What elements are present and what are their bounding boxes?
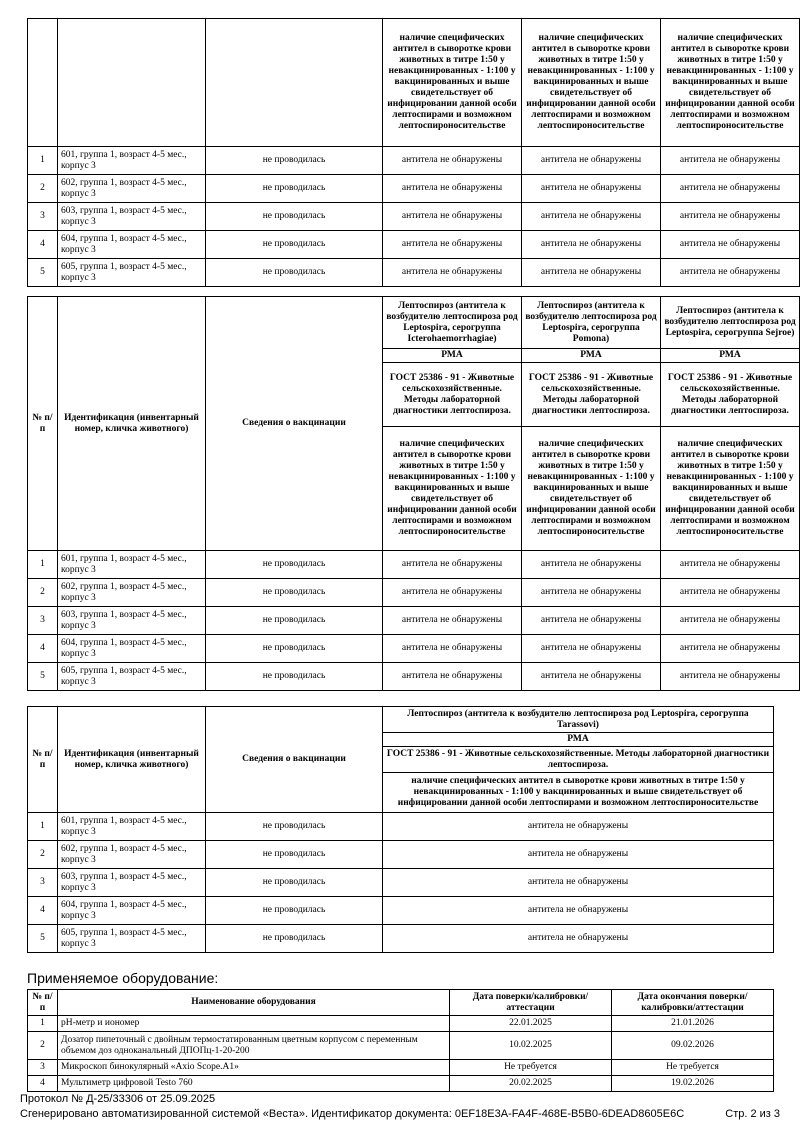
equipment-date: Не требуется <box>450 1060 612 1076</box>
row-number: 5 <box>28 259 58 287</box>
vaccination: не проводилась <box>206 607 383 635</box>
result: антитела не обнаружены <box>522 231 661 259</box>
result: антитела не обнаружены <box>661 579 800 607</box>
table-row <box>28 635 800 663</box>
result: антитела не обнаружены <box>383 635 522 663</box>
row-number: 4 <box>28 897 58 925</box>
result: антитела не обнаружены <box>383 841 774 869</box>
blank-cell <box>206 19 383 147</box>
table-row <box>28 663 800 691</box>
results-table-1 <box>27 18 800 287</box>
vaccination: не проводилась <box>206 841 383 869</box>
norm-cell: наличие специфических антител в сыворотке крови животных в титре 1:50 у невакцинированных - 1:100 у вакцинированных и выше свидетельствует об инфицировании данной особи лептоспирами и возможном лептоспироносительстве <box>522 427 661 551</box>
result: антитела не обнаружены <box>661 147 800 175</box>
row-number: 1 <box>28 147 58 175</box>
disease-header: Лептоспироз (антитела к возбудителю лептоспироза род Leptospira, серогруппа Sejroe) <box>661 297 800 349</box>
animal-id: 604, группа 1, возраст 4-5 мес., корпус 3 <box>58 635 206 663</box>
column-header-number: № п/п <box>28 297 58 551</box>
result: антитела не обнаружены <box>383 551 522 579</box>
equipment-name: pH-метр и иономер <box>58 1016 450 1032</box>
animal-id: 605, группа 1, возраст 4-5 мес., корпус 3 <box>58 925 206 953</box>
table-row <box>28 579 800 607</box>
vaccination: не проводилась <box>206 635 383 663</box>
animal-id: 602, группа 1, возраст 4-5 мес., корпус 3 <box>58 579 206 607</box>
result: антитела не обнаружены <box>661 635 800 663</box>
equipment-date: 10.02.2025 <box>450 1032 612 1060</box>
equipment-date: 20.02.2025 <box>450 1076 612 1092</box>
vaccination: не проводилась <box>206 897 383 925</box>
result: антитела не обнаружены <box>522 203 661 231</box>
generated-by: Сгенерировано автоматизированной системой «Веста». Идентификатор документа: 0EF18E3A-FA4F-468E-B5B0-6DEAD8605E6C <box>20 1108 685 1120</box>
column-header-vaccination: Сведения о вакцинации <box>206 707 383 813</box>
result: антитела не обнаружены <box>383 897 774 925</box>
table-row <box>28 813 774 841</box>
equipment-header-date: Дата поверки/калибровки/аттестации <box>450 990 612 1016</box>
norm-cell: наличие специфических антител в сыворотке крови животных в титре 1:50 у невакцинированных - 1:100 у вакцинированных и выше свидетельствует об инфицировании данной особи лептоспирами и возможном лептоспироносительстве <box>522 19 661 147</box>
vaccination: не проводилась <box>206 579 383 607</box>
vaccination: не проводилась <box>206 663 383 691</box>
blank-cell <box>28 19 58 147</box>
equipment-row <box>28 1060 774 1076</box>
result: антитела не обнаружены <box>522 579 661 607</box>
column-header-number: № п/п <box>28 707 58 813</box>
result: антитела не обнаружены <box>522 551 661 579</box>
result: антитела не обнаружены <box>383 579 522 607</box>
animal-id: 604, группа 1, возраст 4-5 мес., корпус 3 <box>58 231 206 259</box>
animal-id: 604, группа 1, возраст 4-5 мес., корпус 3 <box>58 897 206 925</box>
vaccination: не проводилась <box>206 175 383 203</box>
equipment-row <box>28 1032 774 1060</box>
result: антитела не обнаружены <box>522 175 661 203</box>
animal-id: 605, группа 1, возраст 4-5 мес., корпус 3 <box>58 663 206 691</box>
page-number: Стр. 2 из 3 <box>725 1108 780 1120</box>
result: антитела не обнаружены <box>522 607 661 635</box>
equipment-end-date: 09.02.2026 <box>612 1032 774 1060</box>
result: антитела не обнаружены <box>661 663 800 691</box>
table-row <box>28 841 774 869</box>
equipment-end-date: 19.02.2026 <box>612 1076 774 1092</box>
blank-cell <box>58 19 206 147</box>
vaccination: не проводилась <box>206 551 383 579</box>
equipment-end-date: 21.01.2026 <box>612 1016 774 1032</box>
row-number: 1 <box>28 813 58 841</box>
vaccination: не проводилась <box>206 925 383 953</box>
standard-cell: ГОСТ 25386 - 91 - Животные сельскохозяйственные. Методы лабораторной диагностики лептоспироза. <box>383 363 522 427</box>
norm-cell: наличие специфических антител в сыворотке крови животных в титре 1:50 у невакцинированных - 1:100 у вакцинированных и выше свидетельствует об инфицировании данной особи лептоспирами и возможном лептоспироносительстве <box>661 427 800 551</box>
row-number: 4 <box>28 231 58 259</box>
result: антитела не обнаружены <box>522 663 661 691</box>
norm-cell: наличие специфических антител в сыворотке крови животных в титре 1:50 у невакцинированных - 1:100 у вакцинированных и выше свидетельствует об инфицировании данной особи лептоспирами и возможном лептоспироносительстве <box>383 773 774 813</box>
result: антитела не обнаружены <box>383 925 774 953</box>
vaccination: не проводилась <box>206 203 383 231</box>
result: антитела не обнаружены <box>383 203 522 231</box>
result: антитела не обнаружены <box>661 175 800 203</box>
standard-cell: ГОСТ 25386 - 91 - Животные сельскохозяйственные. Методы лабораторной диагностики лептоспироза. <box>383 747 774 773</box>
equipment-row <box>28 1076 774 1092</box>
animal-id: 601, группа 1, возраст 4-5 мес., корпус 3 <box>58 813 206 841</box>
row-number: 4 <box>28 1076 58 1092</box>
column-header-identification: Идентификация (инвентарный номер, кличка животного) <box>58 297 206 551</box>
result: антитела не обнаружены <box>522 259 661 287</box>
row-number: 5 <box>28 663 58 691</box>
disease-header: Лептоспироз (антитела к возбудителю лептоспироза род Leptospira, серогруппа Pomona) <box>522 297 661 349</box>
results-table-3 <box>27 706 774 953</box>
row-number: 3 <box>28 203 58 231</box>
vaccination: не проводилась <box>206 147 383 175</box>
equipment-name: Мультиметр цифровой Testo 760 <box>58 1076 450 1092</box>
result: антитела не обнаружены <box>383 175 522 203</box>
method-cell: РМА <box>522 349 661 363</box>
equipment-table <box>27 989 774 1092</box>
method-cell: РМА <box>383 349 522 363</box>
table-row <box>28 203 800 231</box>
table-row <box>28 897 774 925</box>
animal-id: 602, группа 1, возраст 4-5 мес., корпус 3 <box>58 175 206 203</box>
norm-cell: наличие специфических антител в сыворотке крови животных в титре 1:50 у невакцинированных - 1:100 у вакцинированных и выше свидетельствует об инфицировании данной особи лептоспирами и возможном лептоспироносительстве <box>383 427 522 551</box>
table-row <box>28 925 774 953</box>
result: антитела не обнаружены <box>383 147 522 175</box>
row-number: 1 <box>28 551 58 579</box>
column-header-identification: Идентификация (инвентарный номер, кличка животного) <box>58 707 206 813</box>
row-number: 5 <box>28 925 58 953</box>
vaccination: не проводилась <box>206 231 383 259</box>
table-row <box>28 175 800 203</box>
result: антитела не обнаружены <box>383 813 774 841</box>
result: антитела не обнаружены <box>661 551 800 579</box>
equipment-name: Микроскоп бинокулярный «Axio Scope.A1» <box>58 1060 450 1076</box>
table-row <box>28 551 800 579</box>
column-header-vaccination: Сведения о вакцинации <box>206 297 383 551</box>
row-number: 3 <box>28 869 58 897</box>
equipment-row <box>28 1016 774 1032</box>
norm-cell: наличие специфических антител в сыворотке крови животных в титре 1:50 у невакцинированных - 1:100 у вакцинированных и выше свидетельствует об инфицировании данной особи лептоспирами и возможном лептоспироносительстве <box>383 19 522 147</box>
result: антитела не обнаружены <box>383 607 522 635</box>
animal-id: 603, группа 1, возраст 4-5 мес., корпус 3 <box>58 607 206 635</box>
vaccination: не проводилась <box>206 259 383 287</box>
table-row <box>28 147 800 175</box>
row-number: 3 <box>28 1060 58 1076</box>
table-row <box>28 231 800 259</box>
result: антитела не обнаружены <box>522 635 661 663</box>
result: антитела не обнаружены <box>383 663 522 691</box>
equipment-header-end-date: Дата окончания поверки/калибровки/аттестации <box>612 990 774 1016</box>
row-number: 2 <box>28 175 58 203</box>
table-row <box>28 607 800 635</box>
equipment-date: 22.01.2025 <box>450 1016 612 1032</box>
table-row <box>28 869 774 897</box>
equipment-header-name: Наименование оборудования <box>58 990 450 1016</box>
animal-id: 603, группа 1, возраст 4-5 мес., корпус 3 <box>58 203 206 231</box>
result: антитела не обнаружены <box>383 869 774 897</box>
animal-id: 601, группа 1, возраст 4-5 мес., корпус 3 <box>58 147 206 175</box>
disease-header: Лептоспироз (антитела к возбудителю лептоспироза род Leptospira, серогруппа Icterohaemorrhagiae) <box>383 297 522 349</box>
method-cell: РМА <box>383 733 774 747</box>
equipment-name: Дозатор пипеточный с двойным термостатированным цветным корпусом с переменным объемом доз одноканальный ДПОПц-1-20-200 <box>58 1032 450 1060</box>
row-number: 1 <box>28 1016 58 1032</box>
norm-cell: наличие специфических антител в сыворотке крови животных в титре 1:50 у невакцинированных - 1:100 у вакцинированных и выше свидетельствует об инфицировании данной особи лептоспирами и возможном лептоспироносительстве <box>661 19 800 147</box>
animal-id: 601, группа 1, возраст 4-5 мес., корпус 3 <box>58 551 206 579</box>
equipment-heading: Применяемое оборудование: <box>27 970 219 986</box>
vaccination: не проводилась <box>206 813 383 841</box>
results-table-2 <box>27 296 800 691</box>
result: антитела не обнаружены <box>383 231 522 259</box>
row-number: 2 <box>28 579 58 607</box>
row-number: 2 <box>28 1032 58 1060</box>
result: антитела не обнаружены <box>522 147 661 175</box>
result: антитела не обнаружены <box>383 259 522 287</box>
animal-id: 603, группа 1, возраст 4-5 мес., корпус 3 <box>58 869 206 897</box>
animal-id: 605, группа 1, возраст 4-5 мес., корпус 3 <box>58 259 206 287</box>
row-number: 3 <box>28 607 58 635</box>
equipment-end-date: Не требуется <box>612 1060 774 1076</box>
result: антитела не обнаружены <box>661 259 800 287</box>
standard-cell: ГОСТ 25386 - 91 - Животные сельскохозяйственные. Методы лабораторной диагностики лептоспироза. <box>522 363 661 427</box>
animal-id: 602, группа 1, возраст 4-5 мес., корпус 3 <box>58 841 206 869</box>
result: антитела не обнаружены <box>661 203 800 231</box>
standard-cell: ГОСТ 25386 - 91 - Животные сельскохозяйственные. Методы лабораторной диагностики лептоспироза. <box>661 363 800 427</box>
table-row <box>28 259 800 287</box>
row-number: 2 <box>28 841 58 869</box>
method-cell: РМА <box>661 349 800 363</box>
row-number: 4 <box>28 635 58 663</box>
protocol-number: Протокол № Д-25/33306 от 25.09.2025 <box>20 1093 216 1105</box>
vaccination: не проводилась <box>206 869 383 897</box>
disease-header: Лептоспироз (антитела к возбудителю лептоспироза род Leptospira, серогруппа Tarassovi) <box>383 707 774 733</box>
result: антитела не обнаружены <box>661 231 800 259</box>
result: антитела не обнаружены <box>661 607 800 635</box>
equipment-header-number: № п/п <box>28 990 58 1016</box>
